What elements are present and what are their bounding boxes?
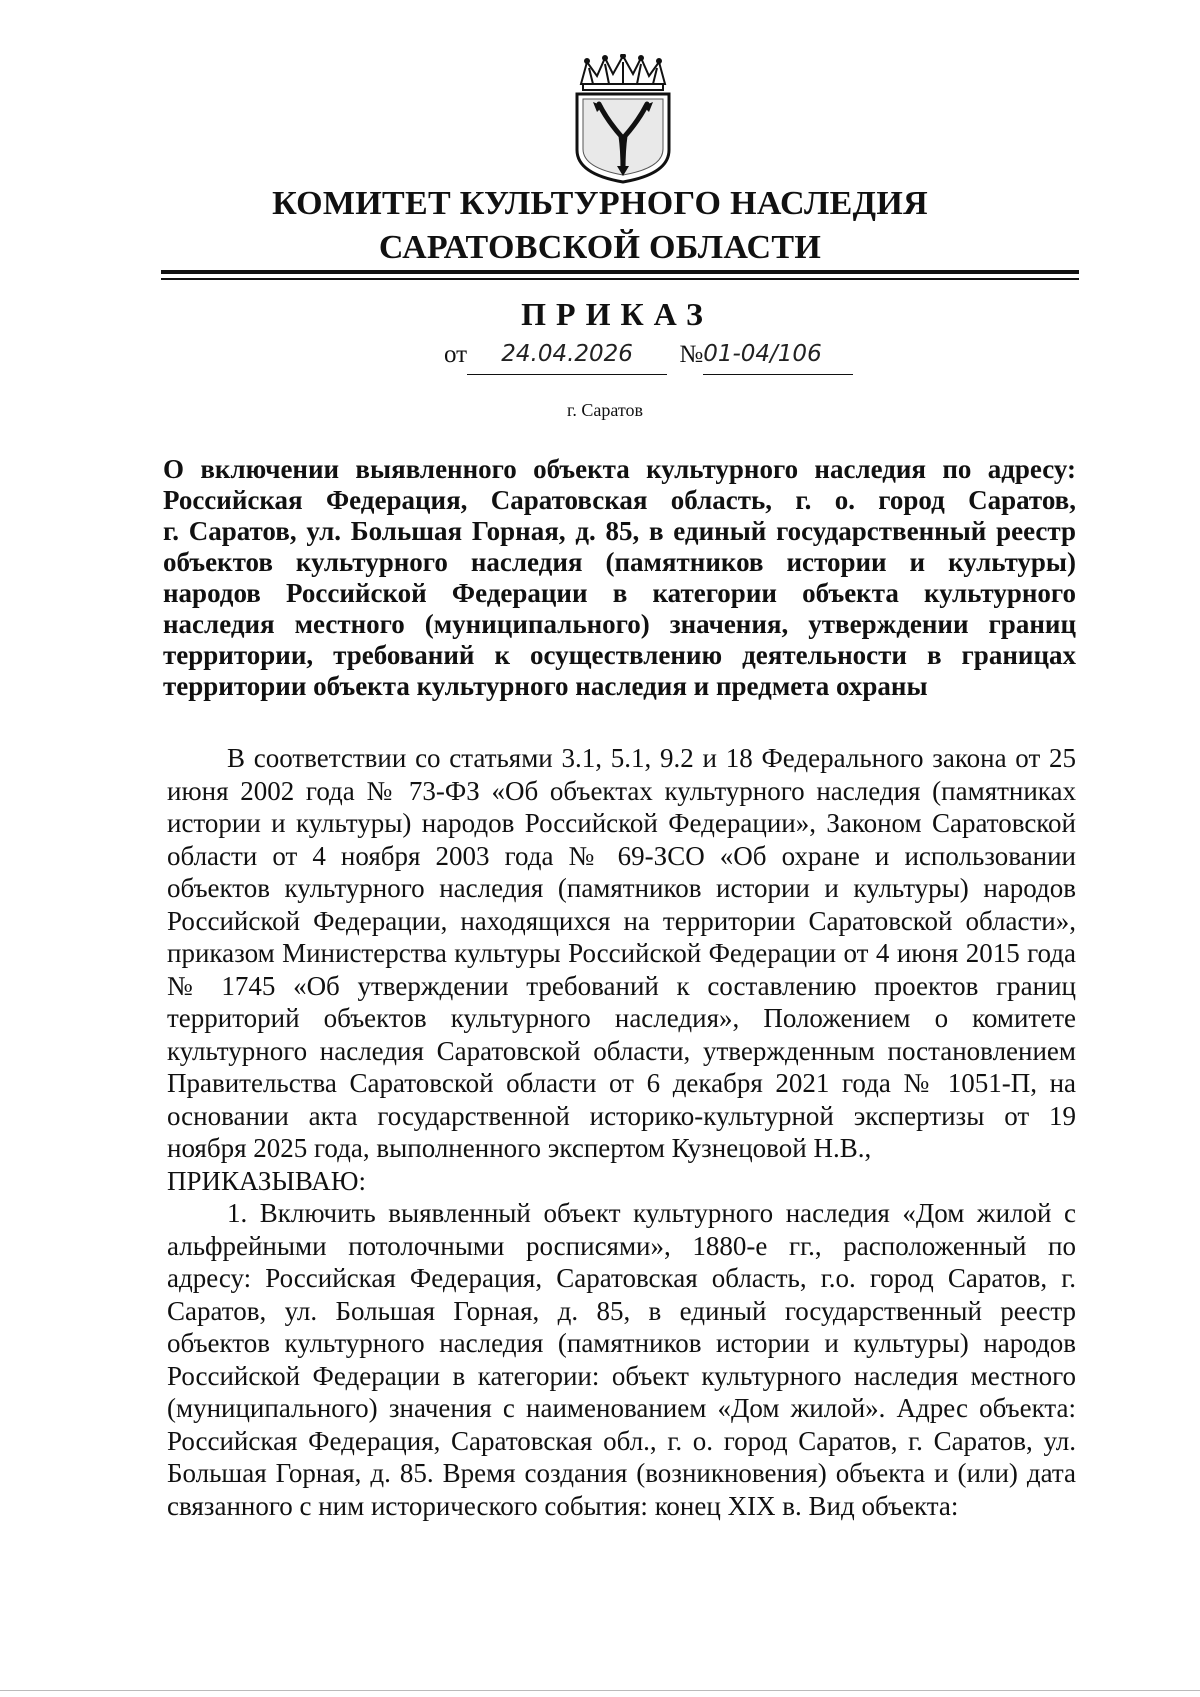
header-rule-thin (161, 278, 1079, 280)
subject-line: Российская Федерация, Саратовская область, г. о. город Саратов, (163, 485, 1076, 515)
subject-line: территории объекта культурного наследия и предмета охраны (163, 671, 928, 701)
order-number: 01-04/106 (703, 334, 853, 375)
scan-edge-line (0, 1690, 1200, 1691)
command-word: ПРИКАЗЫВАЮ: (167, 1165, 366, 1196)
order-date-number-line (444, 334, 853, 374)
subject-line: объектов культурного наследия (памятников истории и культуры) (163, 547, 1076, 577)
subject-line: О включении выявленного объекта культурного наследия по адресу: (163, 454, 1076, 484)
city-of-issue: г. Саратов (567, 400, 643, 420)
order-date: 24.04.2026 (467, 334, 667, 375)
number-prefix: № (679, 341, 704, 368)
subject-line: народов Российской Федерации в категории объекта культурного (163, 578, 1076, 608)
order-subject (163, 454, 1076, 702)
org-line-2: САРАТОВСКОЙ ОБЛАСТИ (378, 229, 822, 266)
subject-line: наследия местного (муниципального) значения, утверждении границ (163, 609, 1076, 639)
coat-of-arms-icon (563, 54, 683, 184)
date-prefix: от (444, 341, 468, 368)
order-body (167, 742, 1076, 1522)
organization-name (0, 182, 1200, 270)
org-line-1: КОМИТЕТ КУЛЬТУРНОГО НАСЛЕДИЯ (272, 185, 928, 222)
preamble-paragraph: В соответствии со статьями 3.1, 5.1, 9.2 и 18 Федерального закона от 25 июня 2002 года № 73-ФЗ «Об объектах культурного наследия (памятниках истории и культуры) народов Российской Федерации», Законом Саратовской области от 4 ноября 2003 года № 69-ЗСО «Об охране и использовании объектов культурного наследия (памятников истории и культуры) народов Российской Федерации, находящихся на территории Саратовской области», приказом Министерства культуры Российской Федерации от 4 июня 2015 года № 1745 «Об утверждении требований к составлению проектов границ территорий объектов культурного наследия», Положением о комитете культурного наследия Саратовской области, утвержденным постановлением Правительства Саратовской области от 6 декабря 2021 года № 1051-П, на основании акта государственной историко-культурной экспертизы от 19 ноября 2025 года, выполненного экспертом Кузнецовой Н.В., (167, 743, 1076, 1163)
item-1-paragraph: 1. Включить выявленный объект культурного наследия «Дом жилой с альфрейными потолочными росписями», 1880-е гг., расположенный по адресу: Российская Федерация, Саратовская область, г.о. город Саратов, г. Саратов, ул. Большая Горная, д. 85, в единый государственный реестр объектов культурного наследия (памятников истории и культуры) народов Российской Федерации в категории: объект культурного наследия местного (муниципального) значения с наименованием «Дом жилой». Адрес объекта: Российская Федерация, Саратовская обл., г. о. город Саратов, г. Саратов, ул. Большая Горная, д. 85. Время создания (возникновения) объекта и (или) дата связанного с ним исторического события: конец XIX в. Вид объекта: (167, 1198, 1076, 1521)
subject-line: территории, требований к осуществлению деятельности в границах (163, 640, 1076, 670)
document-type-title: ПРИКАЗ (521, 296, 713, 332)
header-rule-thick (161, 270, 1079, 274)
subject-line: г. Саратов, ул. Большая Горная, д. 85, в единый государственный реестр (163, 516, 1076, 546)
